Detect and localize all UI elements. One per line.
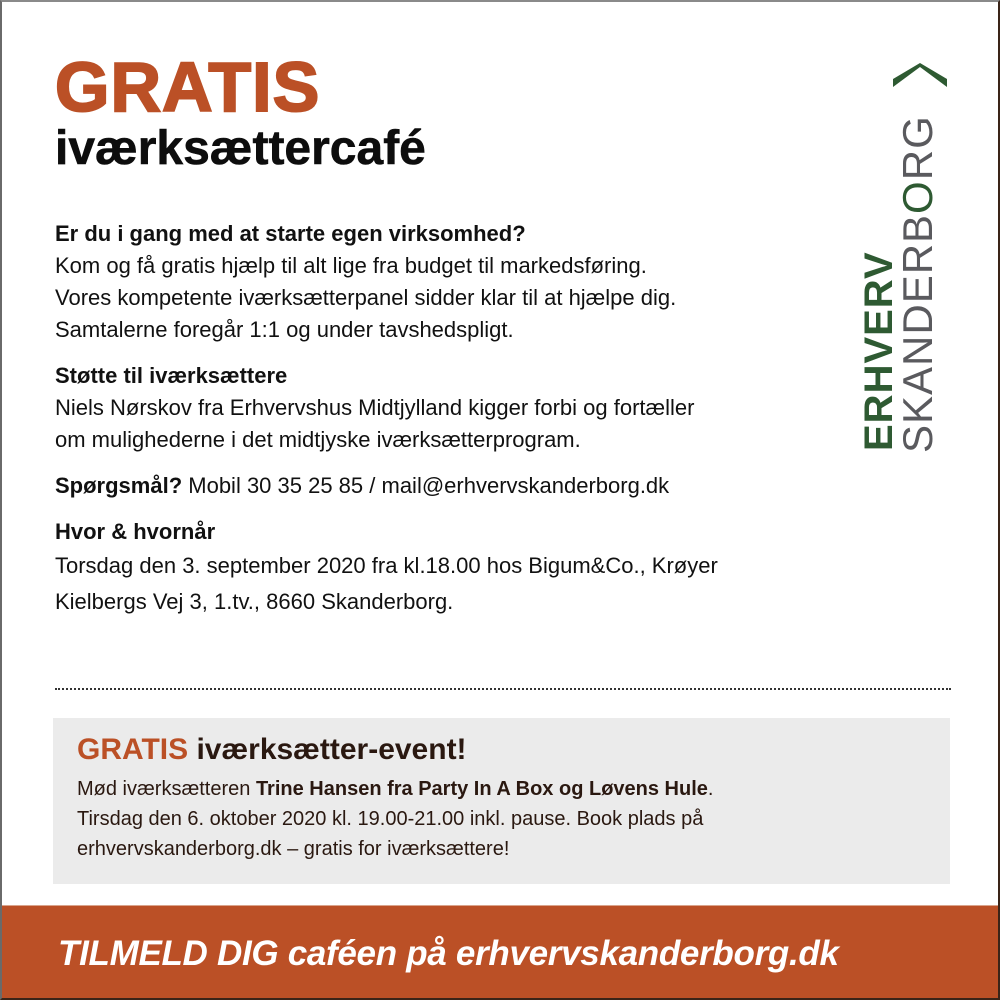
- main-content: [55, 218, 845, 634]
- logo-skanderborg-part1: SKANDERB: [894, 213, 941, 453]
- event-title: [77, 732, 926, 768]
- event-body: [77, 774, 926, 864]
- support-line: Niels Nørskov fra Erhvervshus Midtjylland kigger forbi og fortæller: [55, 395, 695, 420]
- questions-label: Spørgsmål?: [55, 473, 183, 498]
- support-heading: Støtte til iværksættere: [55, 363, 288, 388]
- event-line: erhvervskanderborg.dk – gratis for iværksættere!: [77, 838, 510, 860]
- where-when-line: Kielbergs Vej 3, 1.tv., 8660 Skanderborg.: [55, 589, 454, 614]
- intro-line: Samtalerne foregår 1:1 og under tavshedspligt.: [55, 317, 514, 342]
- intro-line: Kom og få gratis hjælp til alt lige fra budget til markedsføring.: [55, 253, 647, 278]
- event-line1-suffix: .: [707, 778, 714, 800]
- footer-cta: TILMELD DIG caféen på erhvervskanderborg.dk: [58, 934, 839, 973]
- event-title-rest: iværksætter-event!: [188, 733, 467, 766]
- event-speaker: Trine Hansen fra Party In A Box og Løvens Hule: [255, 778, 708, 800]
- intro-heading: Er du i gang med at starte egen virksomhed?: [55, 221, 526, 246]
- logo-skanderborg-text: [894, 115, 941, 453]
- page-title: iværksættercafé: [55, 122, 426, 175]
- event-line: [77, 774, 926, 804]
- logo-erhverv-text: ERHVERV: [857, 251, 901, 451]
- footer-banner: [0, 905, 1000, 1000]
- support-line: om mulighederne i det midtjyske iværksætterprogram.: [55, 427, 581, 452]
- where-when-heading: Hvor & hvornår: [55, 519, 216, 544]
- event-box: [53, 718, 950, 884]
- logo-skanderborg-part2: RG: [894, 115, 941, 181]
- support-section: [55, 360, 845, 456]
- contact-info: Mobil 30 35 25 85 / mail@erhvervskanderborg.dk: [182, 473, 670, 498]
- erhverv-skanderborg-logo: [855, 55, 955, 465]
- chevron-up-icon: [893, 63, 947, 87]
- intro-line: Vores kompetente iværksætterpanel sidder klar til at hjælpe dig.: [55, 285, 677, 310]
- event-line: Tirsdag den 6. oktober 2020 kl. 19.00-21.00 inkl. pause. Book plads på: [77, 808, 704, 830]
- where-when-line: Torsdag den 3. september 2020 fra kl.18.00 hos Bigum&Co., Krøyer: [55, 553, 718, 578]
- questions-section: [55, 470, 845, 502]
- intro-section: [55, 218, 845, 346]
- title-accent: GRATIS: [55, 48, 321, 126]
- questions-line: [55, 470, 845, 502]
- logo-skanderborg-o: O: [894, 180, 941, 214]
- where-when-section: [55, 516, 845, 620]
- dotted-divider: [55, 688, 951, 690]
- event-title-accent: GRATIS: [77, 733, 189, 766]
- event-line1-prefix: Mød iværksætteren: [77, 778, 256, 800]
